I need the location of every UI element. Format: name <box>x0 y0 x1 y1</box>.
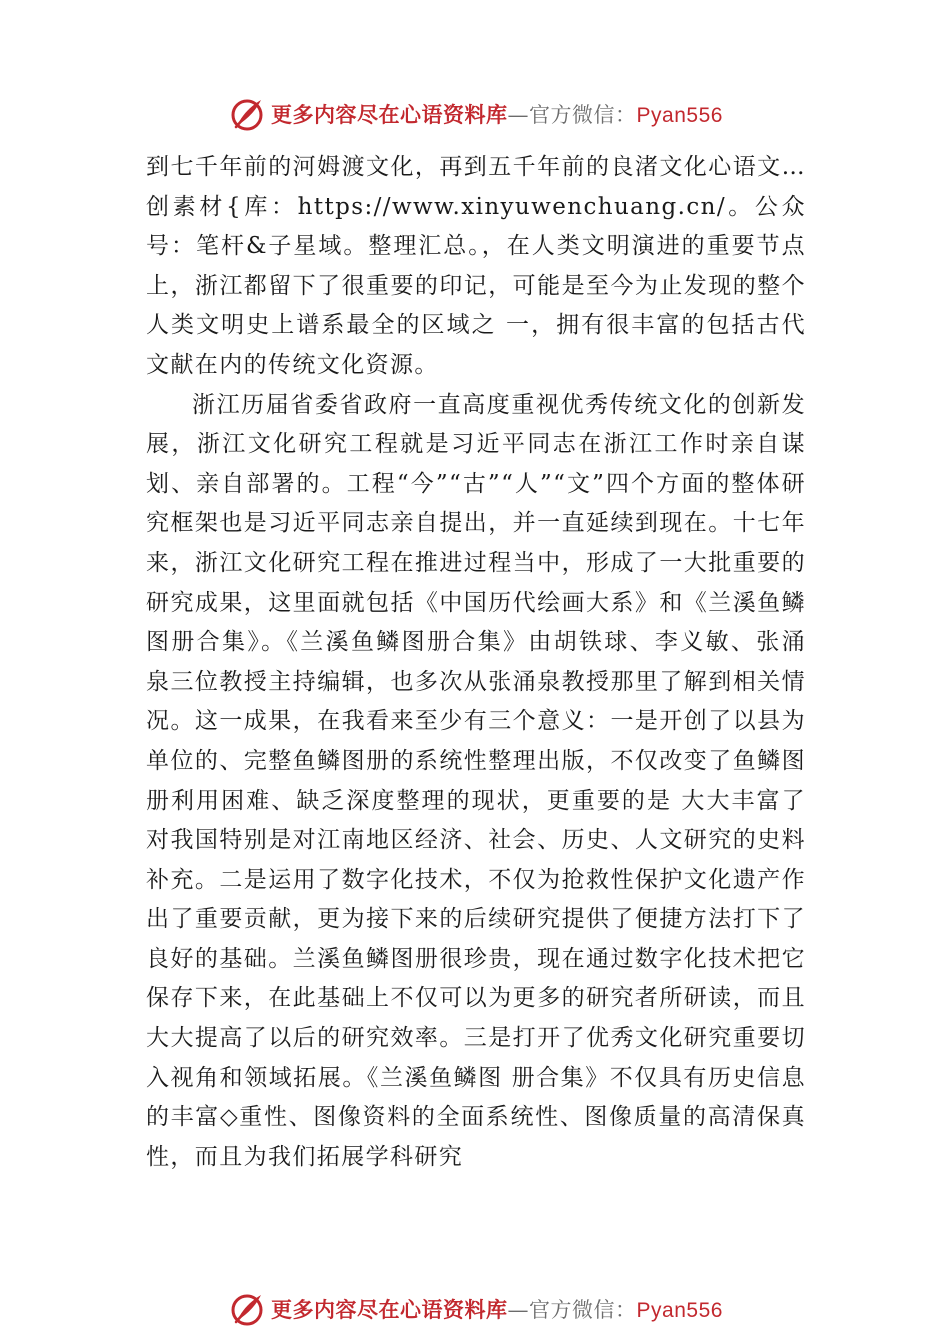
paragraph-1: 到七千年前的河姆渡文化，再到五千年前的良渚文化心语文…创素材{库：https://www.xinyuwenchuang.cn/。公众号：笔杆&子星域。整理汇总。，在人类文明演进的重要节点上，浙江都留下了很重要的印记，可能是至今为止发现的整个人类文明史上谱系最全的区域之 一，拥有很丰富的包括古代文献在内的传统文化资源。 <box>146 154 806 378</box>
header-banner <box>0 92 950 136</box>
header-banner-text <box>271 99 723 129</box>
footer-banner-text <box>271 1294 723 1324</box>
feather-quill-logo-icon <box>227 94 267 134</box>
wechat-label: 官方微信： <box>529 1298 637 1322</box>
document-body <box>146 148 806 1177</box>
wechat-id: Pyan556 <box>636 1299 723 1322</box>
brand-text: 更多内容尽在心语资料库 <box>271 102 508 127</box>
header-banner-inner <box>227 94 723 134</box>
footer-banner-inner <box>227 1289 723 1329</box>
banner-dash: — <box>507 103 530 127</box>
feather-quill-logo-icon <box>227 1289 267 1329</box>
paragraph-2: 浙江历届省委省政府一直高度重视优秀传统文化的创新发展，浙江文化研究工程就是习近平同志在浙江工作时亲自谋划、亲自部署的。工程“今”“古”“人”“文”四个方面的整体研究框架也是习近平同志亲自提出，并一直延续到现在。十七年来，浙江文化研究工程在推进过程当中，形成了一大批重要的研究成果，这里面就包括《中国历代绘画大系》和《兰溪鱼鳞图册合集》。《兰溪鱼鳞图册合集》由胡铁球、李义敏、张涌泉三位教授主持编辑，也多次从张涌泉教授那里了解到相关情况。这一成果，在我看来至少有三个意义：一是开创了以县为单位的、完整鱼鳞图册的系统性整理出版，不仅改变了鱼鳞图册利用困难、缺乏深度整理的现状，更重要的是 大大丰富了对我国特别是对江南地区经济、社会、历史、人文研究的史料补充。二是运用了数字化技术，不仅为抢救性保护文化遗产作出了重要贡献，更为接下来的后续研究提供了便捷方法打下了良好的基础。兰溪鱼鳞图册很珍贵，现在通过数字化技术把它保存下来，在此基础上不仅可以为更多的研究者所研读，而且大大提高了以后的研究效率。三是打开了优秀文化研究重要切入视角和领域拓展。《兰溪鱼鳞图 册合集》不仅具有历史信息的丰富◇重性、图像资料的全面系统性、图像质量的高清保真性，而且为我们拓展学科研究 <box>146 391 806 1170</box>
footer-banner <box>0 1287 950 1331</box>
brand-text: 更多内容尽在心语资料库 <box>271 1297 508 1322</box>
banner-dash: — <box>507 1298 530 1322</box>
wechat-id: Pyan556 <box>636 104 723 127</box>
wechat-label: 官方微信： <box>529 103 637 127</box>
